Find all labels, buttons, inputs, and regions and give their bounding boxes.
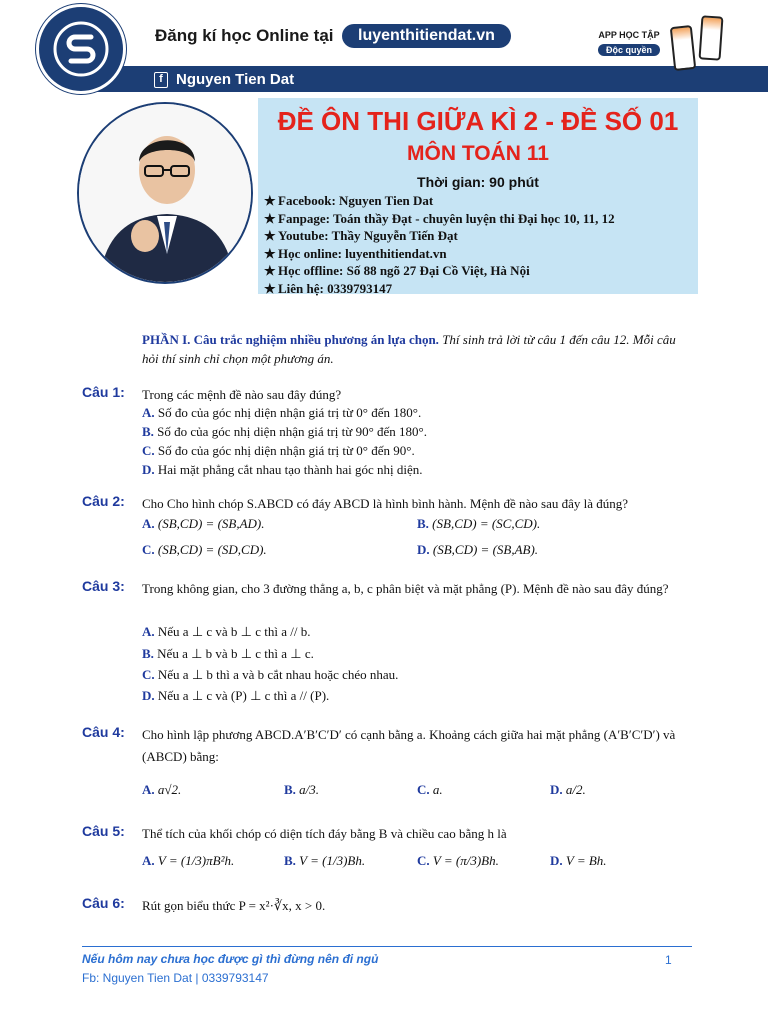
question-label: Câu 6: bbox=[82, 895, 125, 911]
star-icon: ★ bbox=[264, 280, 276, 296]
option-a[interactable]: A. V = (1/3)πB²h. bbox=[142, 853, 235, 868]
facebook-row bbox=[154, 70, 294, 90]
app-promo bbox=[598, 30, 660, 58]
option-d[interactable]: D. (SB,CD) = (SB,AB). bbox=[417, 542, 539, 557]
star-icon: ★ bbox=[264, 263, 276, 278]
register-text: Đăng kí học Online tại bbox=[155, 26, 334, 45]
option-d[interactable]: D. Hai mặt phẳng cắt nhau tạo thành hai góc nhị diện. bbox=[142, 462, 423, 477]
question-6 bbox=[82, 895, 692, 917]
facebook-icon: f bbox=[154, 72, 168, 88]
option-b[interactable]: B. Nếu a ⊥ b và b ⊥ c thì a ⊥ c. bbox=[142, 646, 314, 661]
part-intro bbox=[142, 330, 692, 368]
question-4 bbox=[82, 724, 692, 808]
contact-item: ★ Liên hệ: 0339793147 bbox=[264, 280, 393, 296]
question-label: Câu 1: bbox=[82, 384, 125, 400]
option-a[interactable]: A. Nếu a ⊥ c và b ⊥ c thì a // b. bbox=[142, 624, 311, 639]
part-heading: PHẦN I. Câu trắc nghiệm nhiều phương án lựa chọn. bbox=[142, 332, 439, 347]
option-b[interactable]: B. Số đo của góc nhị diện nhận giá trị từ 90° đến 180°. bbox=[142, 424, 427, 439]
question-text: Cho Cho hình chóp S.ABCD có đáy ABCD là hình bình hành. Mệnh đề nào sau đây là đúng? bbox=[142, 496, 629, 511]
question-text: Rút gọn biểu thức P = x²·∛x, x > 0. bbox=[142, 898, 326, 913]
brand-logo bbox=[36, 4, 126, 94]
exam-title: ĐỀ ÔN THI GIỮA KÌ 2 - ĐỀ SỐ 01 bbox=[277, 106, 679, 136]
contact-item: ★ Youtube: Thầy Nguyễn Tiến Đạt bbox=[264, 228, 458, 243]
footer-contact: Fb: Nguyen Tien Dat | 0339793147 bbox=[82, 971, 269, 985]
question-label: Câu 3: bbox=[82, 578, 125, 594]
exam-title-box bbox=[258, 98, 698, 294]
option-d[interactable]: D. Nếu a ⊥ c và (P) ⊥ c thì a // (P). bbox=[142, 688, 330, 703]
part-instruction: Thí sinh trả lời từ câu 1 đến câu 12. Mỗi câu hỏi thí sinh chỉ chọn một phương án. bbox=[142, 332, 676, 366]
question-label: Câu 2: bbox=[82, 493, 125, 509]
app-label: APP HỌC TẬP bbox=[598, 30, 660, 40]
facebook-name: Nguyen Tien Dat bbox=[176, 71, 295, 88]
option-b[interactable]: B. a/3. bbox=[284, 782, 320, 797]
option-c[interactable]: C. (SB,CD) = (SD,CD). bbox=[142, 542, 267, 557]
star-icon: ★ bbox=[264, 228, 276, 243]
option-c[interactable]: C. V = (π/3)Bh. bbox=[417, 853, 499, 868]
question-label: Câu 5: bbox=[82, 823, 125, 839]
contact-item: ★ Học online: luyenthitiendat.vn bbox=[264, 245, 447, 261]
option-a[interactable]: A. a√2. bbox=[142, 782, 182, 797]
contact-item: ★ Học offline: Số 88 ngõ 27 Đại Cồ Việt, Hà Nội bbox=[264, 263, 530, 278]
question-3 bbox=[82, 578, 692, 708]
question-text: Thể tích của khối chóp có diện tích đáy bằng B và chiều cao bằng h là bbox=[142, 826, 507, 841]
option-b[interactable]: B. (SB,CD) = (SC,CD). bbox=[417, 516, 541, 531]
phone-icon bbox=[698, 15, 723, 60]
exam-duration: Thời gian: 90 phút bbox=[417, 174, 539, 190]
teacher-portrait bbox=[77, 102, 253, 284]
question-5 bbox=[82, 823, 692, 883]
question-2 bbox=[82, 493, 692, 563]
option-a[interactable]: A. (SB,CD) = (SB,AD). bbox=[142, 516, 265, 531]
question-text: Trong các mệnh đề nào sau đây đúng? bbox=[142, 387, 342, 402]
contact-list bbox=[264, 192, 615, 297]
contact-item: ★ Fanpage: Toán thầy Đạt - chuyên luyện thi Đại học 10, 11, 12 bbox=[264, 210, 615, 226]
question-text: Trong không gian, cho 3 đường thẳng a, b, c phân biệt và mặt phẳng (P). Mệnh đề nào sau đây đúng? bbox=[142, 581, 669, 596]
option-b[interactable]: B. V = (1/3)Bh. bbox=[284, 853, 366, 868]
site-link[interactable]: luyenthitiendat.vn bbox=[342, 24, 511, 48]
option-d[interactable]: D. V = Bh. bbox=[550, 853, 607, 868]
option-d[interactable]: D. a/2. bbox=[550, 782, 586, 797]
footer-divider bbox=[82, 946, 692, 947]
star-icon: ★ bbox=[264, 193, 276, 208]
part-intro-block bbox=[82, 330, 692, 368]
exam-subject: MÔN TOÁN 11 bbox=[407, 142, 549, 165]
option-c[interactable]: C. a. bbox=[417, 782, 443, 797]
phone-icon bbox=[670, 25, 696, 71]
star-icon: ★ bbox=[264, 210, 276, 226]
page-number: 1 bbox=[665, 953, 672, 967]
contact-item: ★ Facebook: Nguyen Tien Dat bbox=[264, 193, 434, 208]
footer-slogan: Nếu hôm nay chưa học được gì thì đừng nên đi ngủ bbox=[82, 952, 379, 966]
option-c[interactable]: C. Nếu a ⊥ b thì a và b cắt nhau hoặc chéo nhau. bbox=[142, 667, 399, 682]
s-logo-icon bbox=[51, 19, 111, 79]
person-silhouette bbox=[79, 104, 253, 284]
question-text: Cho hình lập phương ABCD.A′B′C′D′ có cạnh bằng a. Khoảng cách giữa hai mặt phẳng (A′B′C′D′) và (ABCD) bằng: bbox=[142, 727, 676, 764]
header-banner bbox=[0, 0, 768, 96]
option-c[interactable]: C. Số đo của góc nhị diện nhận giá trị từ 0° đến 90°. bbox=[142, 443, 415, 458]
question-label: Câu 4: bbox=[82, 724, 125, 740]
option-a[interactable]: A. Số đo của góc nhị diện nhận giá trị từ 0° đến 180°. bbox=[142, 405, 422, 420]
question-1 bbox=[82, 384, 692, 484]
app-badge: Độc quyền bbox=[598, 44, 660, 56]
star-icon: ★ bbox=[264, 245, 276, 261]
